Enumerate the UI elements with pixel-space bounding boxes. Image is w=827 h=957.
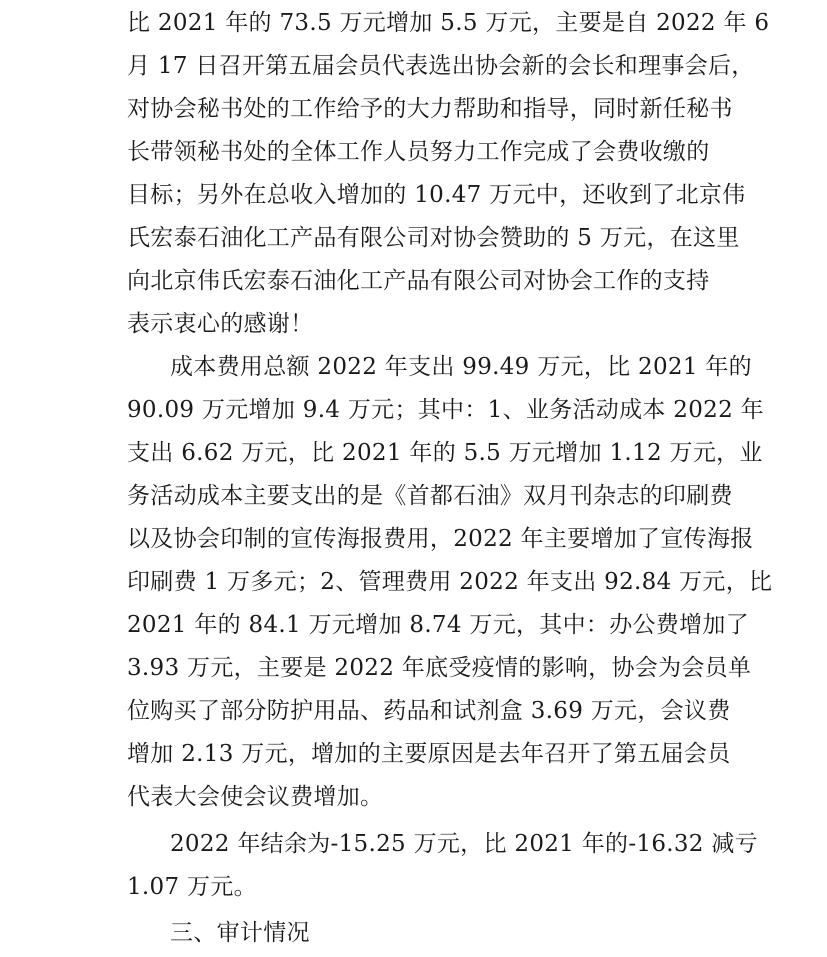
paragraph-line: 增加 2.13 万元，增加的主要原因是去年召开了第五届会员 (127, 741, 731, 767)
paragraph-line: 长带领秘书处的全体工作人员努力工作完成了会费收缴的 (127, 139, 710, 165)
paragraph-line: 代表大会使会议费增加。 (127, 784, 384, 810)
paragraph-line: 1.07 万元。 (127, 874, 257, 900)
paragraph-line: 2022 年结余为-15.25 万元，比 2021 年的-16.32 减亏 (170, 831, 758, 857)
section-heading: 三、审计情况 (170, 920, 310, 946)
paragraph-line: 务活动成本主要支出的是《首都石油》双月刊杂志的印刷费 (127, 483, 733, 509)
paragraph-line: 成本费用总额 2022 年支出 99.49 万元，比 2021 年的 (170, 354, 752, 380)
paragraph-line: 以及协会印制的宣传海报费用，2022 年主要增加了宣传海报 (127, 526, 754, 552)
paragraph-line: 向北京伟氏宏泰石油化工产品有限公司对协会工作的支持 (127, 268, 710, 294)
paragraph-line: 2021 年的 84.1 万元增加 8.74 万元，其中：办公费增加了 (127, 612, 750, 638)
paragraph-line: 印刷费 1 万多元；2、管理费用 2022 年支出 92.84 万元，比 (127, 569, 773, 595)
paragraph-line: 月 17 日召开第五届会员代表选出协会新的会长和理事会后， (127, 53, 755, 79)
paragraph-line: 90.09 万元增加 9.4 万元；其中：1、业务活动成本 2022 年 (127, 397, 764, 423)
paragraph-line: 氏宏泰石油化工产品有限公司对协会赞助的 5 万元，在这里 (127, 225, 740, 251)
paragraph-line: 支出 6.62 万元，比 2021 年的 5.5 万元增加 1.12 万元，业 (127, 440, 763, 466)
paragraph-line: 位购买了部分防护用品、药品和试剂盒 3.69 万元，会议费 (127, 698, 731, 724)
paragraph-line: 对协会秘书处的工作给予的大力帮助和指导，同时新任秘书 (127, 96, 733, 122)
paragraph-line: 目标；另外在总收入增加的 10.47 万元中，还收到了北京伟 (127, 182, 746, 208)
paragraph-line: 比 2021 年的 73.5 万元增加 5.5 万元，主要是自 2022 年 6 (127, 10, 770, 36)
paragraph-line: 3.93 万元，主要是 2022 年底受疫情的影响，协会为会员单 (127, 655, 752, 681)
paragraph-line: 表示衷心的感谢！ (127, 311, 314, 337)
